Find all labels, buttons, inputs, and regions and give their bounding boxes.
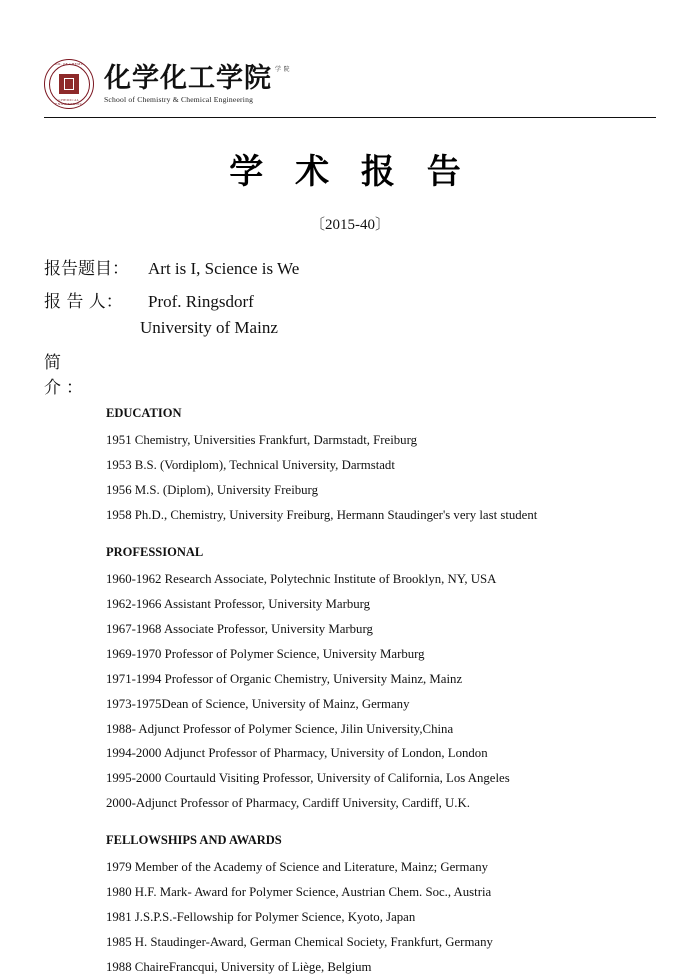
bio-line: 1995-2000 Courtauld Visiting Professor, University of California, Los Angeles	[106, 771, 510, 786]
biography	[106, 406, 656, 980]
bio-line: 1960-1962 Research Associate, Polytechnic Institute of Brooklyn, NY, USA	[106, 571, 497, 586]
bio-line: 1988- Adjunct Professor of Polymer Science, Jilin University,China	[106, 721, 454, 736]
school-name-chinese-sub: 学 院	[275, 66, 291, 73]
document-number: 〔2015-40〕	[310, 217, 390, 233]
topic-row	[44, 254, 656, 279]
speaker-affiliation: University of Mainz	[140, 318, 278, 337]
bio-line: 1951 Chemistry, Universities Frankfurt, Darmstadt, Freiburg	[106, 433, 417, 447]
bio-heading: PROFESSIONAL	[106, 544, 204, 559]
intro-label: 简 介：	[44, 353, 110, 398]
letterhead-divider	[44, 117, 656, 118]
bio-line: 1958 Ph.D., Chemistry, University Freiburg, Hermann Staudinger's very last student	[106, 507, 538, 522]
bio-line: 1979 Member of the Academy of Science and Literature, Mainz; Germany	[106, 860, 488, 875]
speaker-label: 报 告 人：	[44, 292, 123, 312]
bio-heading: FELLOWSHIPS AND AWARDS	[106, 833, 282, 848]
school-name-block	[104, 62, 291, 104]
bio-line: 1962-1966 Assistant Professor, University Marburg	[106, 596, 371, 611]
bio-line: 1967-1968 Associate Professor, University Marburg	[106, 621, 373, 636]
bio-line: 1988 ChaireFrancqui, University of Liège, Belgium	[106, 960, 372, 975]
bio-line: 1971-1994 Professor of Organic Chemistry, University Mainz, Mainz	[106, 671, 463, 686]
page-title: 学 术 报 告	[229, 152, 471, 192]
letterhead	[44, 0, 656, 112]
bio-section-professional	[106, 545, 656, 817]
speaker-value: Prof. Ringsdorf	[148, 292, 254, 311]
speaker-row	[44, 287, 656, 312]
bio-line: 2000-Adjunct Professor of Pharmacy, Cardiff University, Cardiff, U.K.	[106, 796, 470, 811]
seal-top-text: SCHOOL OF CHEMISTRY	[45, 62, 93, 66]
university-seal-icon	[44, 59, 94, 109]
bio-line: 1981 J.S.P.S.-Fellowship for Polymer Science, Kyoto, Japan	[106, 910, 416, 925]
bio-section-education	[106, 406, 656, 528]
bio-line: 1953 B.S. (Vordiplom), Technical University, Darmstadt	[106, 457, 395, 472]
bio-line: 1994-2000 Adjunct Professor of Pharmacy, University of London, London	[106, 746, 488, 761]
bio-line: 1985 H. Staudinger-Award, German Chemical Society, Frankfurt, Germany	[106, 935, 493, 950]
bio-line: 1980 H.F. Mark- Award for Polymer Science, Austrian Chem. Soc., Austria	[106, 885, 492, 900]
seal-bottom-text: CHEMICAL ENGINEERING	[55, 98, 83, 106]
topic-value: Art is I, Science is We	[148, 259, 300, 278]
bio-line: 1956 M.S. (Diplom), University Freiburg	[106, 482, 318, 497]
school-name-english: School of Chemistry & Chemical Engineering	[104, 94, 254, 104]
bio-heading: EDUCATION	[106, 406, 182, 420]
topic-label: 报告题目：	[44, 259, 129, 279]
bio-section-fellowships	[106, 833, 656, 980]
intro-row	[44, 348, 656, 398]
seal-emblem	[59, 74, 79, 94]
bio-line: 1973-1975Dean of Science, University of Mainz, Germany	[106, 696, 410, 711]
bio-line: 1969-1970 Professor of Polymer Science, University Marburg	[106, 646, 425, 661]
speaker-affiliation-row	[44, 318, 656, 338]
school-name-chinese: 化学化工学院	[104, 62, 272, 94]
meta-block	[44, 254, 656, 398]
